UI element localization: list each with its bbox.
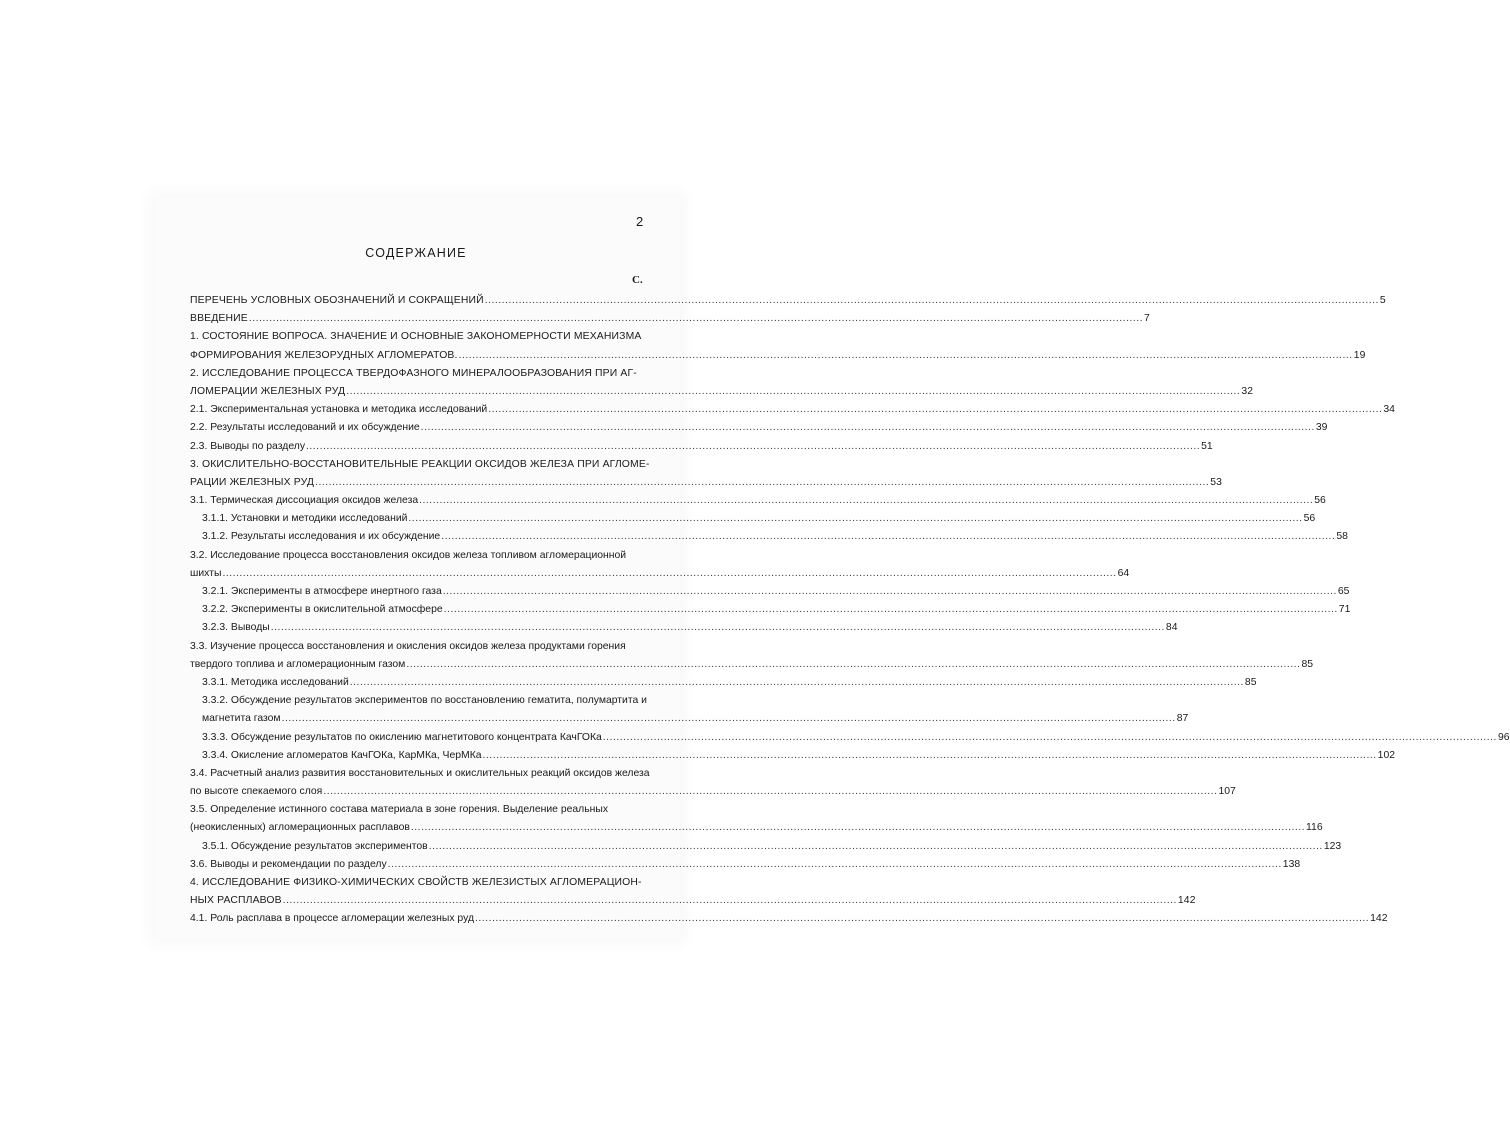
toc-page-number: 116 — [1306, 822, 1323, 834]
toc-page-number: 51 — [1201, 440, 1213, 452]
toc-entry-line — [190, 710, 1189, 728]
toc-page-number: 19 — [1353, 349, 1366, 361]
dot-leader — [282, 710, 1176, 728]
toc-entry-text: 3.1.1. Установки и методики исследований — [202, 513, 408, 525]
dot-leader — [249, 310, 1143, 328]
toc-entry-line — [190, 674, 1257, 692]
dot-leader — [441, 528, 1335, 546]
toc-entry-line — [190, 456, 650, 474]
toc-entry-text: 3.4. Расчетный анализ развития восстановительных и окислительных реакций оксидов железа — [190, 767, 650, 779]
toc-entry-text: 3.2. Исследование процесса восстановления оксидов железа топливом агломерационной — [190, 549, 627, 561]
toc-entry-text: ФОРМИРОВАНИЯ ЖЕЛЕЗОРУДНЫХ АГЛОМЕРАТОВ. — [190, 349, 458, 361]
toc-entry-text: 3.1. Термическая диссоциация оксидов железа — [190, 495, 419, 507]
toc-page-number: 32 — [1241, 385, 1254, 397]
dot-leader — [406, 656, 1300, 674]
toc-entry-text: ПЕРЕЧЕНЬ УСЛОВНЫХ ОБОЗНАЧЕНИЙ И СОКРАЩЕНИЙ — [190, 295, 484, 306]
dot-leader — [603, 729, 1497, 747]
toc-entry-text: 4. ИССЛЕДОВАНИЕ ФИЗИКО-ХИМИЧЕСКИХ СВОЙСТВ ЖЕЛЕЗИСТЫХ АГЛОМЕРАЦИОН- — [190, 877, 642, 888]
dot-leader — [485, 292, 1379, 310]
dot-leader — [408, 510, 1302, 528]
toc-entry-text: 1. СОСТОЯНИЕ ВОПРОСА. ЗНАЧЕНИЕ И ОСНОВНЫЕ ЗАКОНОМЕРНОСТИ МЕХАНИЗМА — [190, 331, 642, 343]
toc-entry-line — [190, 292, 1386, 310]
toc-entry-line — [190, 438, 1213, 456]
toc-entry-text: 3.2.1. Эксперименты в атмосфере инертного газа — [202, 586, 442, 597]
toc-entry-text: магнетита газом — [202, 713, 281, 725]
toc-entry-line — [190, 310, 1150, 328]
dot-leader — [419, 492, 1313, 510]
toc-entry-text: НЫХ РАСПЛАВОВ — [190, 895, 282, 907]
toc-entry-line — [190, 729, 1510, 747]
toc-entry-text: 3. ОКИСЛИТЕЛЬНО-ВОССТАНОВИТЕЛЬНЫЕ РЕАКЦИИ ОКСИДОВ ЖЕЛЕЗА ПРИ АГЛОМЕ- — [190, 458, 650, 470]
toc-entry-line — [190, 638, 642, 656]
dot-leader — [346, 383, 1240, 401]
toc-entry-text: 2.3. Выводы по разделу — [190, 440, 306, 452]
dot-leader — [444, 601, 1338, 619]
toc-entry-line — [190, 601, 1351, 619]
toc-page-number: 96 — [1497, 731, 1510, 743]
toc-entry-line — [190, 492, 1326, 510]
toc-entry-text: (неокисленных) агломерационных расплавов — [190, 822, 410, 834]
toc-page-number: 7 — [1144, 313, 1150, 325]
toc-entry-text: 3.2.3. Выводы — [202, 622, 270, 634]
toc-entry-text: 3.2.2. Эксперименты в окислительной атмосфере — [202, 604, 443, 616]
toc-entry-line — [190, 401, 1395, 419]
toc-page-number: 56 — [1314, 495, 1326, 507]
toc-page-number: 53 — [1210, 476, 1223, 488]
toc-entry-line — [190, 383, 1254, 401]
toc-entry-line — [190, 528, 1348, 546]
toc-entry-line — [190, 838, 1342, 856]
toc-entry-line — [190, 419, 1328, 437]
toc-entry-line — [190, 619, 1178, 637]
toc-page-number: 56 — [1303, 513, 1316, 525]
toc-entry-text: шихты — [190, 567, 222, 579]
toc-page-number: 34 — [1383, 404, 1395, 416]
toc-entry-line — [190, 801, 642, 819]
dot-leader — [421, 419, 1315, 437]
toc-entry-line — [190, 510, 1316, 528]
toc-page-number: 123 — [1323, 840, 1342, 852]
toc-entry-text: 3.5.1. Обсуждение результатов экспериментов — [202, 840, 428, 852]
dot-leader — [323, 783, 1217, 801]
dot-leader — [483, 747, 1377, 765]
toc-entry-text: твердого топлива и агломерационным газом — [190, 658, 406, 670]
toc-entry-line — [190, 765, 650, 783]
toc-entry-text: 3.3.4. Окисление агломератов КачГОКа, КарМКа, ЧерМКа — [202, 749, 482, 761]
dot-leader — [306, 438, 1200, 456]
toc-entry-line — [190, 656, 1314, 674]
toc-page-number: 85 — [1301, 658, 1314, 670]
toc-entry-line — [190, 328, 642, 346]
toc-entry-line — [190, 474, 1223, 492]
dot-leader — [315, 474, 1209, 492]
dot-leader — [271, 619, 1165, 637]
dot-leader — [350, 674, 1244, 692]
toc-entry-line — [190, 747, 1396, 765]
toc-entry-line — [190, 365, 642, 383]
toc-entry-text: 3.5. Определение истинного состава материала в зоне горения. Выделение реальных — [190, 804, 609, 816]
toc-entry-line — [190, 856, 1301, 874]
toc-page-number: 142 — [1370, 913, 1388, 925]
toc-entry-text: ЛОМЕРАЦИИ ЖЕЛЕЗНЫХ РУД — [190, 385, 346, 397]
toc-page-number: 87 — [1176, 713, 1189, 725]
toc-entry-line — [190, 347, 1366, 365]
toc-page-number: 138 — [1282, 858, 1301, 870]
dot-leader — [443, 583, 1337, 601]
toc-entry-text: по высоте спекаемого слоя — [190, 786, 323, 798]
page-column-label: С. — [632, 274, 643, 286]
toc-entry-text: 2.1. Экспериментальная установка и методика исследований — [190, 404, 488, 416]
toc-page-number: 65 — [1337, 586, 1350, 597]
dot-leader — [475, 910, 1369, 928]
toc-entry-line — [190, 583, 1350, 601]
toc-entry-line — [190, 692, 647, 710]
toc-entry-line — [190, 565, 1130, 583]
dot-leader — [488, 401, 1382, 419]
toc-page-number: 5 — [1379, 295, 1386, 306]
table-of-contents — [190, 292, 1510, 929]
toc-page-number: 85 — [1244, 676, 1257, 688]
toc-entry-text: 3.3. Изучение процесса восстановления и окисления оксидов железа продуктами горения — [190, 640, 626, 652]
toc-page-number: 107 — [1218, 786, 1236, 798]
toc-entry-text: 3.1.2. Результаты исследования и их обсуждение — [202, 531, 441, 543]
toc-entry-text: 3.6. Выводы и рекомендации по разделу — [190, 858, 387, 870]
toc-page-number: 102 — [1377, 749, 1396, 761]
dot-leader — [388, 856, 1282, 874]
toc-page-number: 39 — [1315, 422, 1328, 434]
page-number: 2 — [636, 214, 644, 229]
toc-entry-line — [190, 783, 1236, 801]
toc-entry-line — [190, 547, 642, 565]
toc-page-number: 58 — [1336, 531, 1348, 543]
toc-page-number: 64 — [1117, 567, 1130, 579]
toc-entry-text: 3.3.1. Методика исследований — [202, 676, 349, 688]
toc-entry-text: 2. ИССЛЕДОВАНИЕ ПРОЦЕССА ТВЕРДОФАЗНОГО МИНЕРАЛООБРАЗОВАНИЯ ПРИ АГ- — [190, 367, 637, 379]
toc-entry-text: РАЦИИ ЖЕЛЕЗНЫХ РУД — [190, 476, 315, 488]
dot-leader — [222, 565, 1116, 583]
toc-entry-text: 2.2. Результаты исследований и их обсуждение — [190, 422, 420, 434]
toc-entry-text: ВВЕДЕНИЕ — [190, 313, 248, 325]
page-title: СОДЕРЖАНИЕ — [365, 246, 467, 260]
toc-entry-line — [190, 892, 1196, 910]
dot-leader — [459, 347, 1353, 365]
dot-leader — [411, 819, 1305, 837]
toc-entry-text: 3.3.3. Обсуждение результатов по окислению магнетитового концентрата КачГОКа — [202, 731, 602, 743]
dot-leader — [283, 892, 1177, 910]
toc-entry-line — [190, 874, 642, 892]
toc-page-number: 142 — [1177, 895, 1196, 907]
toc-page-number: 84 — [1165, 622, 1178, 634]
dot-leader — [429, 838, 1323, 856]
toc-entry-text: 3.3.2. Обсуждение результатов экспериментов по восстановлению гематита, полумартита и — [202, 695, 647, 707]
toc-entry-line — [190, 819, 1323, 837]
toc-page-number: 71 — [1338, 604, 1351, 616]
toc-entry-text: 4.1. Роль расплава в процессе агломерации железных руд — [190, 913, 475, 925]
toc-entry-line — [190, 910, 1388, 928]
